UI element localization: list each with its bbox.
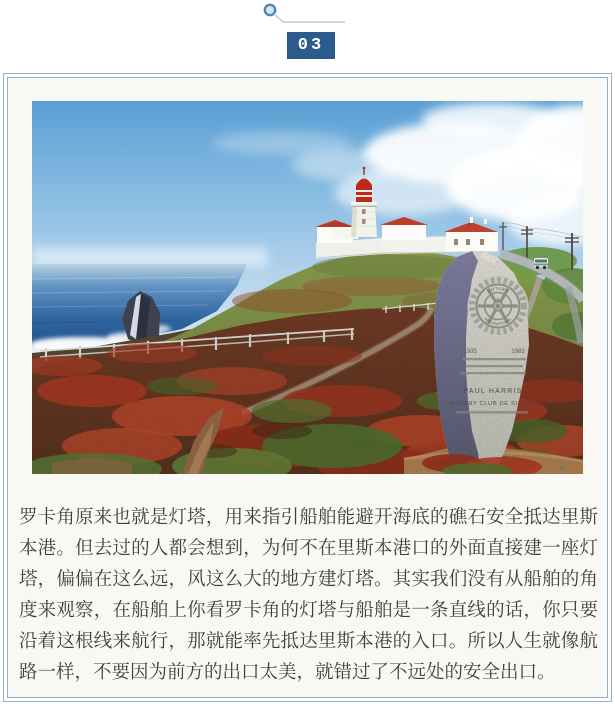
lighthouse-photo[interactable] [32, 101, 583, 474]
section-number-badge: 03 [287, 32, 335, 59]
article-content-box-inner [7, 77, 608, 698]
year-left: 1905 [463, 349, 477, 355]
monument-name-line: PAUL HARRIS [463, 388, 523, 395]
dot-icon [265, 5, 275, 15]
article-paragraph: 罗卡角原来也就是灯塔，用来指引船舶能避开海底的礁石安全抵达里斯本港。但去过的人都会想到，为何不在里斯本港口的外面直接建一座灯塔，偏偏在这么远，风这么大的地方建灯塔。其实我们没有从船舶的角度来观察，在船舶上你看罗卡角的灯塔与船舶是一条直线的话，你只要沿着这根线来航行，那就能率先抵达里斯本港的入口。所以人生就像航路一样，不要因为前方的出口太美，就错过了不远处的安全出口。 [19, 505, 598, 682]
rotary-wheel-icon [468, 276, 529, 337]
monument-club-line: ROTARY CLUB DE SINTRA [450, 401, 536, 407]
connector-line [274, 14, 345, 22]
article-content-box [3, 73, 612, 702]
year-right: 1983 [511, 349, 525, 355]
wheel-bottom-label: INTERNATIONAL [483, 316, 513, 327]
wheel-top-label: ROTARY [486, 285, 510, 295]
section-divider-ornament [252, 0, 362, 28]
